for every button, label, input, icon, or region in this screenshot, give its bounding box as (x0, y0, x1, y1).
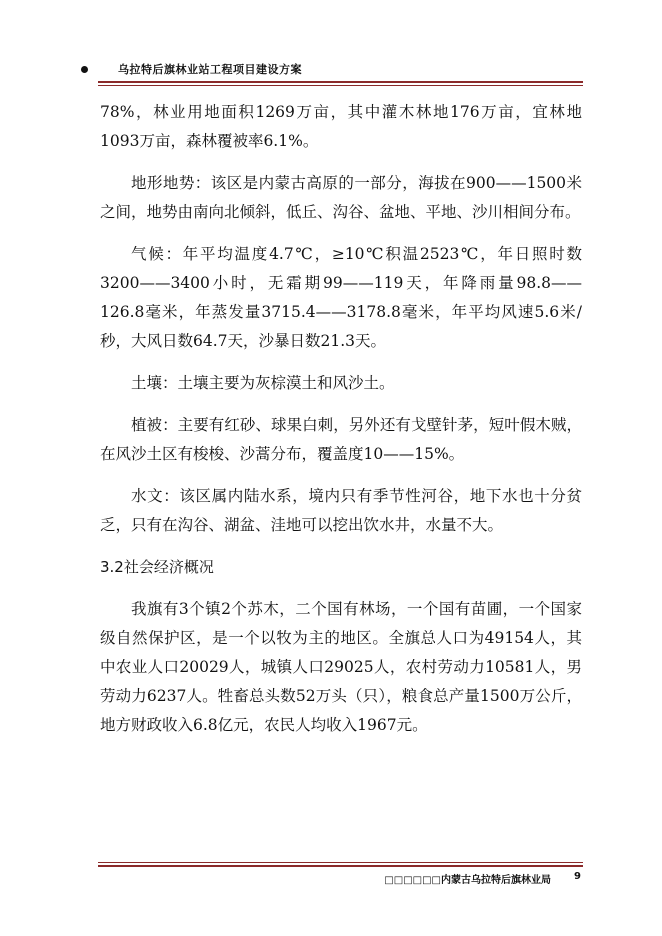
paragraph-soil: 土壤：土壤主要为灰棕漠土和风沙土。 (131, 374, 395, 392)
footer-rule-thick (98, 865, 583, 867)
paragraph-vegetation: 植被：主要有红砂、球果白刺，另外还有戈壁针茅，短叶假木贼，在风沙土区有梭梭、沙蒿分布，覆盖度10——15%。 (100, 416, 582, 463)
header-rule-thin (98, 85, 583, 86)
section-heading: 3.2社会经济概况 (100, 558, 214, 576)
header-title: 乌拉特后旗林业站工程项目建设方案 (118, 63, 302, 76)
page-header (78, 61, 583, 79)
paragraph-forest-coverage: 78%，林业用地面积1269万亩，其中灌木林地176万亩，宜林地1093万亩，森林覆被率6.1%。 (100, 103, 582, 150)
paragraph-climate: 气候：年平均温度4.7℃，≥10℃积温2523℃，年日照时数3200——3400小时，无霜期99——119天，年降雨量98.8——126.8毫米，年蒸发量3715.4——3178.8毫米，年平均风速5.6米/秒，大风日数64.7天，沙暴日数21.3天。 (100, 245, 582, 350)
page-number: 9 (574, 871, 581, 882)
footer-organization: □□□□□□内蒙古乌拉特后旗林业局 (384, 875, 551, 886)
paragraph-terrain: 地形地势：该区是内蒙古高原的一部分，海拔在900——1500米之间，地势由南向北倾斜，低丘、沟谷、盆地、平地、沙川相间分布。 (100, 174, 582, 221)
page-footer (98, 871, 583, 887)
document-body (100, 98, 582, 740)
header-bullet-icon (81, 66, 88, 73)
header-rule-thick (98, 81, 583, 83)
paragraph-hydrology: 水文：该区属内陆水系，境内只有季节性河谷，地下水也十分贫乏，只有在沟谷、湖盆、洼地可以挖出饮水井，水量不大。 (100, 487, 582, 534)
paragraph-socioeconomic: 我旗有3个镇2个苏木，二个国有林场，一个国有苗圃，一个国家级自然保护区，是一个以牧为主的地区。全旗总人口为49154人，其中农业人口20029人，城镇人口29025人，农村劳动力10581人，男劳动力6237人。牲畜总头数52万头（只），粮食总产量1500万公斤，地方财政收入6.8亿元，农民人均收入1967元。 (100, 600, 582, 734)
footer-rule-thin (98, 862, 583, 863)
